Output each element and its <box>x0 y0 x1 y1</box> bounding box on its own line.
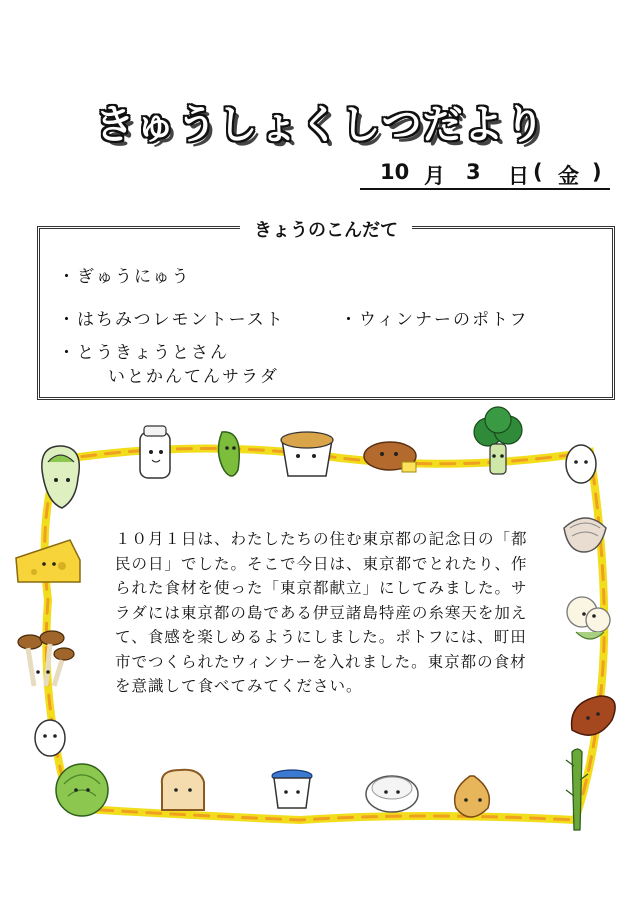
date-month-label: 月 <box>424 164 445 188</box>
yogurt-icon <box>272 770 312 808</box>
okra-icon <box>218 432 239 476</box>
menu-item: ・ぎゅうにゅう <box>58 267 191 287</box>
natto-icon <box>281 432 333 476</box>
menu-item: ・とうきょうとさん <box>58 343 229 363</box>
egg-icon <box>35 720 65 756</box>
sausage-icon <box>572 696 616 735</box>
milk-bottle-icon <box>140 426 170 478</box>
menu-item: ・ウィンナーのポトフ <box>340 310 529 330</box>
bread-roll-icon <box>364 442 416 472</box>
menu-item: いとかんてんサラダ <box>108 367 279 387</box>
story-paragraph: １０月１日は、わたしたちの住む東京都の記念日の「都民の日」でした。そこで今日は、東京都でとれたり、作られた食材を使った「東京都献立」にしてみました。サラダには東京都の島である伊豆諸島特産の糸寒天を加えて、食感を楽しめるようにしました。ポトフには、町田市でつくられたウィンナーを入れました。東京都の食材を意識して食べてみてください。 <box>115 530 528 695</box>
onion-icon <box>455 776 490 817</box>
egg-icon <box>566 445 596 483</box>
cabbage-icon <box>56 764 108 816</box>
date-day: 3 <box>466 160 481 184</box>
menu-heading: きょうのこんだて <box>240 216 412 242</box>
menu-item: ・はちみつレモントースト <box>58 310 285 330</box>
date-month: 10 <box>380 160 410 184</box>
rice-bowl-icon <box>366 776 418 812</box>
toast-icon <box>162 770 204 810</box>
date-weekday: 金 <box>558 164 579 188</box>
newsletter-title: きゅうしょくしつだより <box>94 102 546 148</box>
date-day-label: 日 <box>508 164 529 188</box>
date-paren-close: ) <box>592 160 602 184</box>
date-paren-open: ( <box>533 160 543 184</box>
